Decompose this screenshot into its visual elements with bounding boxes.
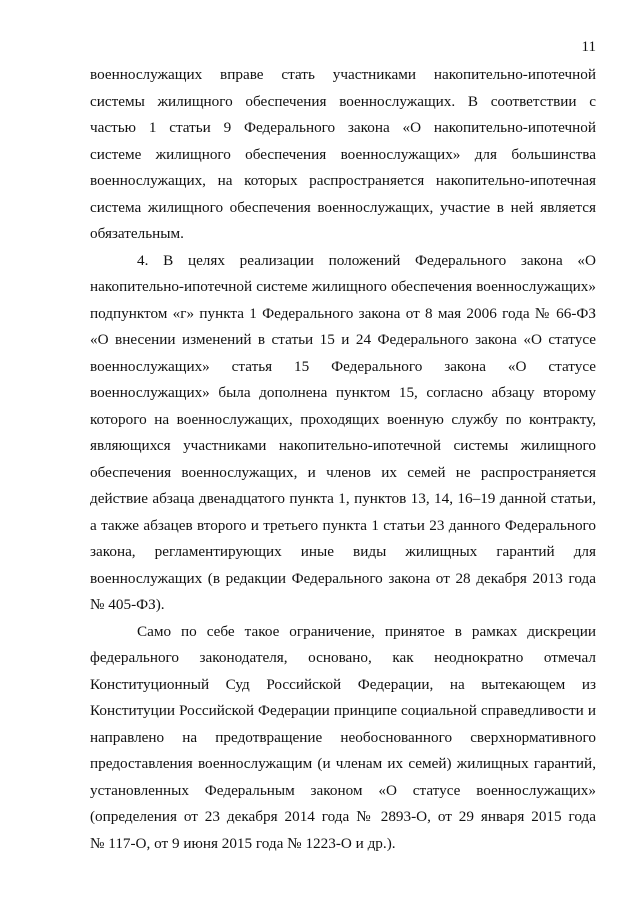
- text-line: военнослужащих вправе стать участниками накопительно-ипотечной: [90, 66, 596, 83]
- paragraph: [90, 619, 596, 858]
- text-line: обеспечения военнослужащих, и членов их семей не распространяется: [90, 463, 596, 481]
- text-line: военнослужащих» статья 15 Федерального закона «О статусе: [90, 357, 596, 375]
- text-line: № 117-О, от 9 июня 2015 года № 1223-О и др.).: [90, 834, 396, 852]
- text-line: система жилищного обеспечения военнослужащих, участие в ней является: [90, 198, 596, 216]
- text-line: обязательным.: [90, 225, 184, 242]
- text-line: федерального законодателя, основано, как неоднократно отмечал: [90, 649, 596, 666]
- text-line: установленных Федеральным законом «О статусе военнослужащих»: [90, 781, 596, 799]
- text-line: 4. В целях реализации положений Федерального закона «О: [137, 251, 596, 269]
- text-line: закона, регламентирующих иные виды жилищных гарантий для: [90, 543, 596, 560]
- text-line: Конституции Российской Федерации принципе социальной справедливости и: [90, 702, 596, 719]
- text-line: «О внесении изменений в статьи 15 и 24 Федерального закона «О статусе: [90, 331, 596, 348]
- text-line: военнослужащих (в редакции Федерального закона от 28 декабря 2013 года: [90, 569, 596, 587]
- text-line: (определения от 23 декабря 2014 года № 2893-О, от 29 января 2015 года: [90, 808, 596, 825]
- document-body: [90, 62, 596, 857]
- paragraph: [90, 62, 596, 248]
- text-line: системы жилищного обеспечения военнослужащих. В соответствии с: [90, 92, 596, 110]
- text-line: военнослужащих, на которых распространяется накопительно-ипотечная: [90, 172, 596, 189]
- text-line: которого на военнослужащих, проходящих военную службу по контракту,: [90, 410, 596, 428]
- text-line: действие абзаца двенадцатого пункта 1, пунктов 13, 14, 16–19 данной статьи,: [90, 490, 596, 507]
- text-line: № 405-ФЗ).: [90, 596, 165, 613]
- text-line: предоставления военнослужащим (и членам их семей) жилищных гарантий,: [90, 755, 596, 772]
- page-number: 11: [581, 39, 596, 55]
- text-line: Само по себе такое ограничение, принятое в рамках дискреции: [137, 622, 596, 640]
- text-line: военнослужащих» была дополнена пунктом 15, согласно абзацу второму: [90, 384, 596, 401]
- text-line: Конституционный Суд Российской Федерации, на вытекающем из: [90, 675, 596, 693]
- text-line: системе жилищного обеспечения военнослужащих» для большинства: [90, 145, 596, 163]
- paragraph: [90, 248, 596, 619]
- text-line: подпунктом «г» пункта 1 Федерального закона от 8 мая 2006 года № 66-ФЗ: [90, 304, 596, 322]
- text-line: накопительно-ипотечной системе жилищного обеспечения военнослужащих»: [90, 278, 596, 295]
- text-line: направлено на предотвращение необоснованного сверхнормативного: [90, 728, 596, 746]
- text-line: частью 1 статьи 9 Федерального закона «О накопительно-ипотечной: [90, 119, 596, 136]
- text-line: являющихся участниками накопительно-ипотечной системы жилищного: [90, 437, 596, 454]
- text-line: а также абзацев второго и третьего пункта 1 статьи 23 данного Федерального: [90, 516, 596, 534]
